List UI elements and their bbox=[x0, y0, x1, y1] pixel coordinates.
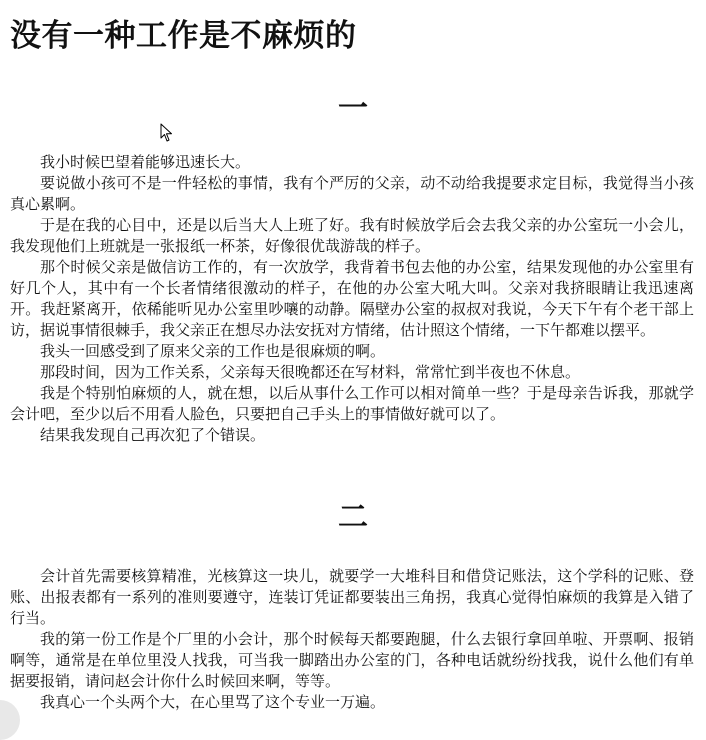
paragraph: 我真心一个头两个大，在心里骂了这个专业一万遍。 bbox=[40, 693, 386, 711]
article-title: 没有一种工作是不麻烦的 bbox=[10, 18, 357, 54]
paragraph: 那段时间，因为工作关系，父亲每天很晚都还在写材料，常常忙到半夜也不休息。 bbox=[40, 363, 581, 381]
paragraph: 那个时候父亲是做信访工作的，有一次放学，我背着书包去他的办公室，结果发现他的办公室里有好几个人，其中有一个长者情绪很激动的样子，在他的办公室大吼大叫。父亲对我挤眼睛让我迅速离开。我赶紧离开，依稀能听见办公室里吵嚷的动静。隔壁办公室的叔叔对我说，今天下午有个老干部上访，据说事情很棘手，我父亲正在想尽办法安抚对方情绪，估计照这个情绪，一下午都难以摆平。 bbox=[10, 258, 694, 339]
paragraph: 于是在我的心目中，还是以后当大人上班了好。我有时候放学后会去我父亲的办公室玩一小会儿，我发现他们上班就是一张报纸一杯茶，好像很优哉游哉的样子。 bbox=[10, 216, 694, 255]
paragraph: 我是个特别怕麻烦的人，就在想，以后从事什么工作可以相对简单一些？于是母亲告诉我，那就学会计吧，至少以后不用看人脸色，只要把自己手头上的事情做好就可以了。 bbox=[10, 384, 694, 423]
section-heading: 一 bbox=[338, 91, 368, 126]
paragraph: 我的第一份工作是个厂里的小会计，那个时候每天都要跑腿，什么去银行拿回单啦、开票啊、报销啊等，通常是在单位里没人找我，可当我一脚踏出办公室的门，各种电话就纷纷找我，说什么他们有单据要报销，请问赵会计你什么时候回来啊，等等。 bbox=[10, 630, 694, 690]
paragraph: 我头一回感受到了原来父亲的工作也是很麻烦的啊。 bbox=[40, 342, 386, 360]
mouse-cursor-icon bbox=[160, 123, 174, 143]
paragraph: 我小时候巴望着能够迅速长大。 bbox=[40, 153, 251, 171]
paragraph: 要说做小孩可不是一件轻松的事情，我有个严厉的父亲，动不动给我提要求定目标，我觉得当小孩真心累啊。 bbox=[10, 174, 694, 213]
section-heading: 二 bbox=[338, 500, 368, 535]
section-body bbox=[10, 566, 694, 713]
section-body bbox=[10, 152, 694, 446]
paragraph: 结果我发现自己再次犯了个错误。 bbox=[40, 426, 266, 444]
paragraph: 会计首先需要核算精准，光核算这一块儿，就要学一大堆科目和借贷记账法，这个学科的记账、登账、出报表都有一系列的准则要遵守，连装订凭证都要装出三角拐，我真心觉得怕麻烦的我算是入错了行当。 bbox=[10, 567, 694, 627]
